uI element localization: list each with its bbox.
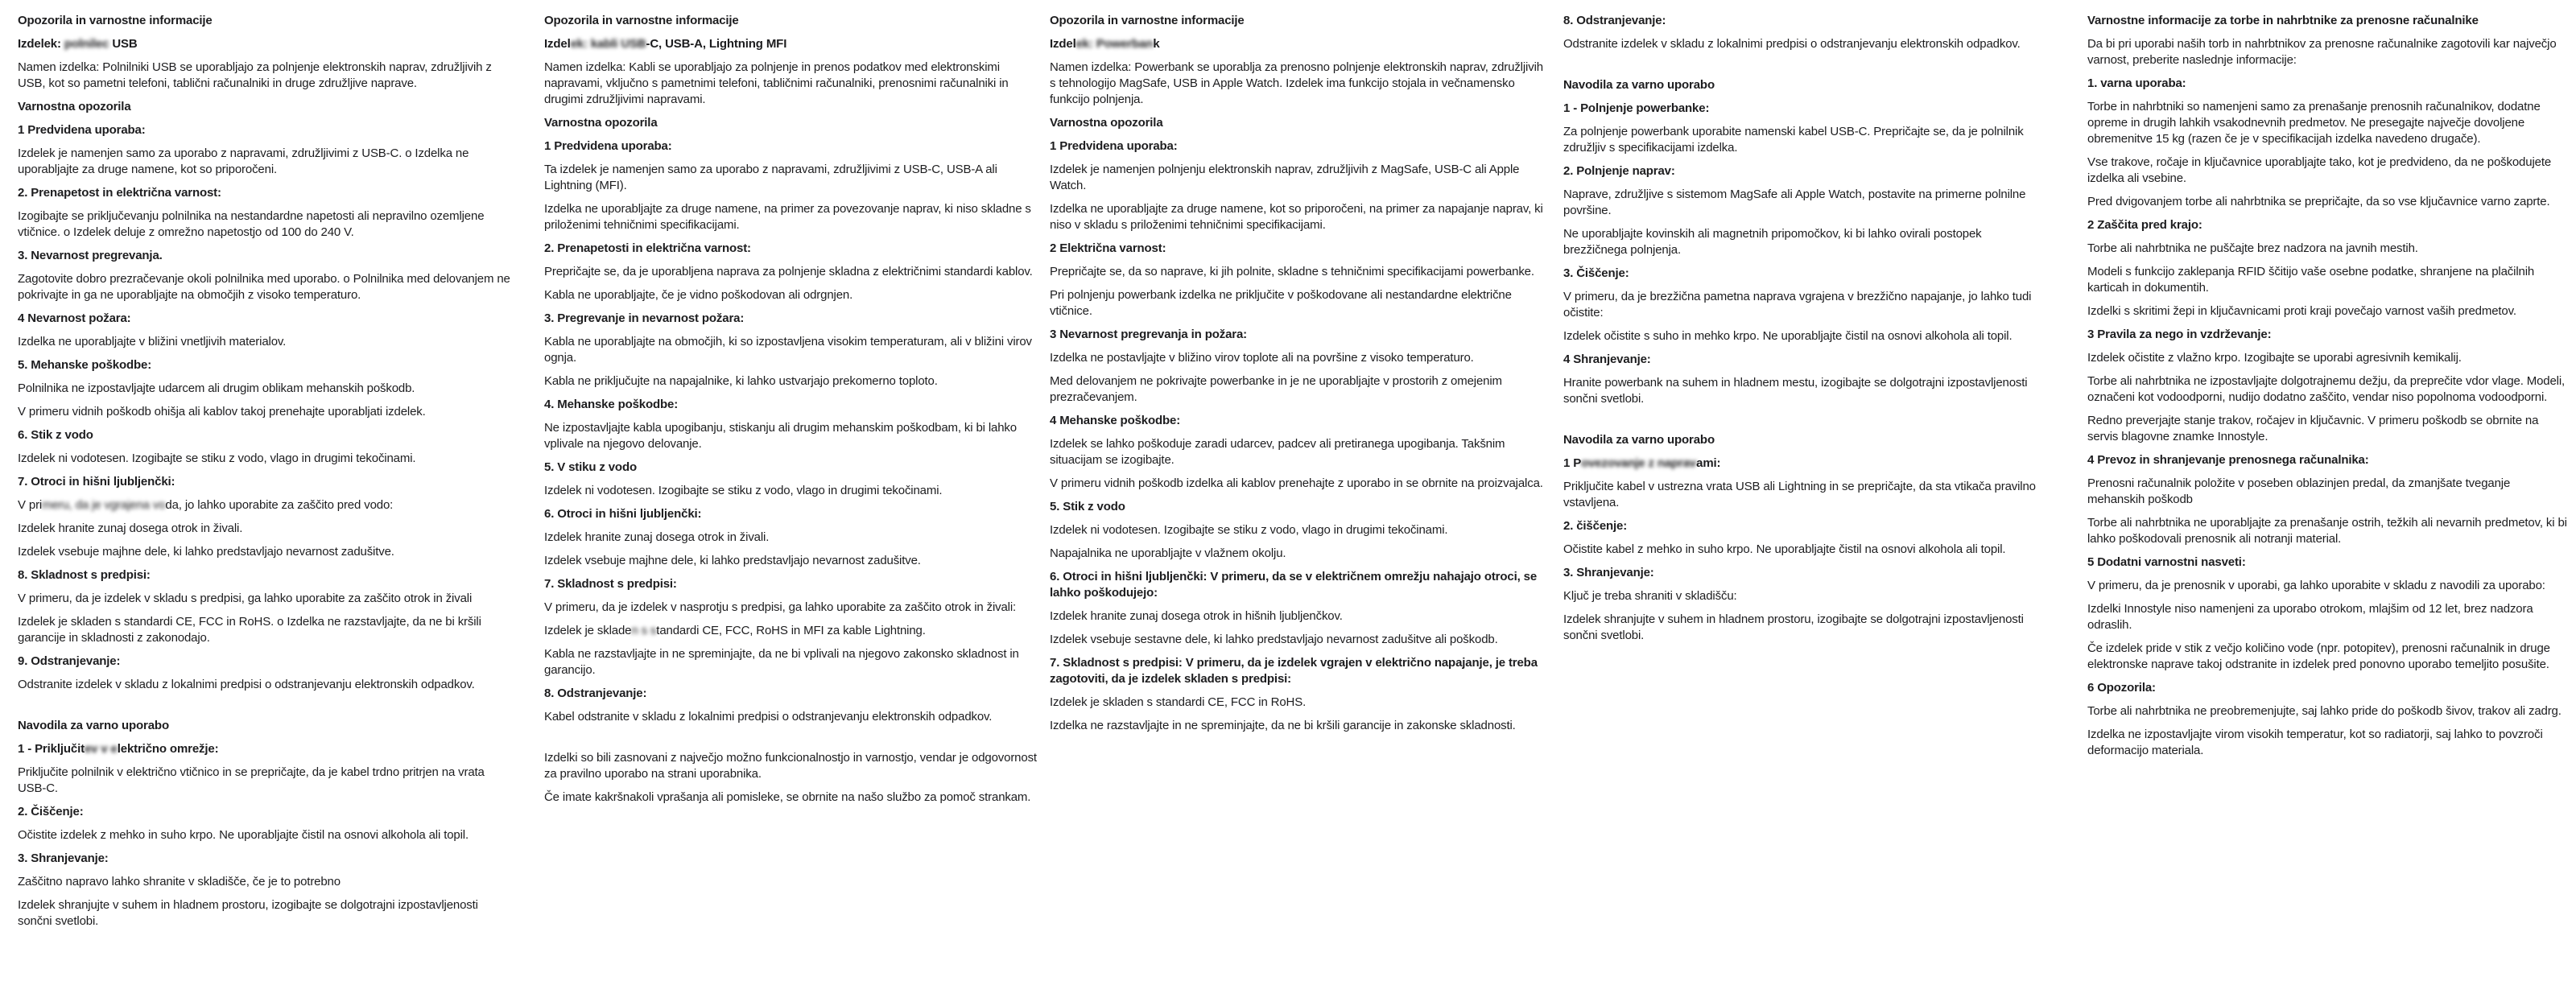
section-heading xyxy=(1050,36,1547,52)
section-gap xyxy=(1563,60,2046,77)
section-heading: 2. Prenapetosti in električna varnost: xyxy=(544,241,751,255)
section-heading: 1 Predvidena uporaba: xyxy=(544,139,672,153)
paragraph: Ta izdelek je namenjen samo za uporabo z napravami, združljivimi z USB-C, USB-A ali Lightning (MFI). xyxy=(544,163,997,192)
paragraph: Izdelki so bili zasnovani z največjo možno funkcionalnostjo in varnostjo, vendar je odgovornost za pravilno uporabo na strani uporabnika. xyxy=(544,751,1037,781)
section-gap xyxy=(1563,414,2046,432)
paragraph: Če imate kakršnakoli vprašanja ali pomisleke, se obrnite na našo službo za pomoč strankam. xyxy=(544,790,1031,804)
paragraph: Če izdelek pride v stik z večjo količino vode (npr. potopitev), prenosni računalnik in druge elektronske naprave takoj odstranite in izdelek pred ponovno uporabo temeljito posušite. xyxy=(2087,641,2550,671)
section-heading: 7. Skladnost s predpisi: xyxy=(544,577,677,591)
paragraph: Torbe ali nahrbtnika ne uporabljajte za prenašanje ostrih, težkih ali nevarnih predmetov, ki bi lahko poškodovali prenosnik ali notranji material. xyxy=(2087,516,2567,546)
section-heading: 3 Pravila za nego in vzdrževanje: xyxy=(2087,328,2272,341)
text-segment: Izdel xyxy=(544,37,571,51)
paragraph: V primeru, da je brezžična pametna naprava vgrajena v brezžično napajanje, jo lahko tudi očistite: xyxy=(1563,290,2032,320)
section-heading xyxy=(18,741,515,757)
paragraph: Torbe ali nahrbtnika ne puščajte brez nadzora na javnih mestih. xyxy=(2087,241,2418,255)
section-heading: 6. Otroci in hišni ljubljenčki: V primeru, da se v električnem omrežju nahajajo otroci, se lahko poškodujejo: xyxy=(1050,570,1538,600)
paragraph: V primeru, da je izdelek v nasprotju s predpisi, ga lahko uporabite za zaščito otrok in živali: xyxy=(544,600,1017,614)
paragraph: Očistite izdelek z mehko in suho krpo. Ne uporabljajte čistil na osnovi alkohola ali topil. xyxy=(18,828,469,842)
column-laptop-bags-safety xyxy=(2087,13,2570,766)
paragraph: Vse trakove, ročaje in ključavnice uporabljajte tako, kot je predvideno, da ne poškodujete izdelka ali vsebine. xyxy=(2087,155,2552,185)
paragraph: Odstranite izdelek v skladu z lokalnimi predpisi o odstranjevanju elektronskih odpadkov. xyxy=(1563,37,2021,51)
section-heading: Varnostna opozorila xyxy=(1050,116,1163,130)
section-heading: 4 Prevoz in shranjevanje prenosnega računalnika: xyxy=(2087,453,2369,467)
paragraph: V primeru, da je prenosnik v uporabi, ga lahko uporabite v skladu z navodili za uporabo: xyxy=(2087,579,2545,592)
paragraph: Pred dvigovanjem torbe ali nahrbtnika se prepričajte, da so vse ključavnice varno zaprte. xyxy=(2087,195,2550,208)
redacted-text: ek: kabli USB xyxy=(570,37,646,51)
column-powerbank-warnings xyxy=(1050,13,1547,741)
paragraph: Izdelek hranite zunaj dosega otrok in hišnih ljubljenčkov. xyxy=(1050,609,1343,623)
section-heading: 5 Dodatni varnostni nasveti: xyxy=(2087,555,2246,569)
section-gap xyxy=(544,732,1042,750)
paragraph: Ne izpostavljajte kabla upogibanju, stiskanju ali drugim mehanskim poškodbam, ki bi lahko vplivale na njegovo delovanje. xyxy=(544,421,1017,451)
section-heading: 8. Skladnost s predpisi: xyxy=(18,568,151,582)
section-heading: 3. Nevarnost pregrevanja. xyxy=(18,249,163,262)
paragraph: Ne uporabljajte kovinskih ali magnetnih pripomočkov, ki bi lahko ovirali postopek brezžičnega polnjenja. xyxy=(1563,227,1982,257)
text-segment: 1 - Priključit xyxy=(18,742,85,756)
paragraph: Izdelek hranite zunaj dosega otrok in živali. xyxy=(544,530,770,544)
redacted-text: ovezovanje z naprav xyxy=(1581,456,1697,470)
paragraph: Izdelki Innostyle niso namenjeni za uporabo otrokom, mlajšim od 12 let, brez nadzora odraslih. xyxy=(2087,602,2533,632)
paragraph: Kabla ne priključujte na napajalnike, ki lahko ustvarjajo prekomerno toploto. xyxy=(544,374,938,388)
section-heading: 7. Skladnost s predpisi: V primeru, da je izdelek vgrajen v električno napajanje, je treba zagotoviti, da je izdelek skladen s predpisi: xyxy=(1050,656,1538,686)
paragraph: Namen izdelka: Polnilniki USB se uporabljajo za polnjenje elektronskih naprav, združljivih z USB, kot so pametni telefoni, tablični računalniki in druge združljive naprave. xyxy=(18,60,492,90)
section-heading: 8. Odstranjevanje: xyxy=(1563,14,1666,27)
text-segment: tandardi CE, FCC, RoHS in MFI za kable Lightning. xyxy=(656,624,926,637)
paragraph: Za polnjenje powerbank uporabite namenski kabel USB-C. Prepričajte se, da je polnilnik združljiv s specifikacijami izdelka. xyxy=(1563,125,2024,155)
section-heading: 2. Čiščenje: xyxy=(18,805,84,818)
redacted-text: n s s xyxy=(631,624,657,637)
section-heading: 6. Otroci in hišni ljubljenčki: xyxy=(544,507,702,521)
section-heading: 1 Predvidena uporaba: xyxy=(1050,139,1178,153)
paragraph: Torbe in nahrbtniki so namenjeni samo za prenašanje prenosnih računalnikov, dodatne opreme in drugih lahkih vsakodnevnih predmetov. Ne presegajte največje dovoljene obremenitve 15 kg (razen če je v specifikacijah izdelka navedeno drugače). xyxy=(2087,100,2541,146)
text-segment: 1 P xyxy=(1563,456,1582,470)
paragraph: Izdelek je namenjen samo za uporabo z napravami, združljivimi z USB-C. o Izdelka ne uporabljajte za druge namene, kot so priporočeni. xyxy=(18,146,469,176)
paragraph: Izdelek je skladen s standardi CE, FCC in RoHS. xyxy=(1050,695,1307,709)
paragraph: Izogibajte se priključevanju polnilnika na nestandardne napetosti ali nepravilno ozemljene vtičnice. o Izdelek deluje z omrežno napetostjo od 100 do 240 V. xyxy=(18,209,485,239)
section-heading xyxy=(544,36,1042,52)
paragraph: Kabel odstranite v skladu z lokalnimi predpisi o odstranjevanju elektronskih odpadkov. xyxy=(544,710,993,724)
paragraph: Da bi pri uporabi naših torb in nahrbtnikov za prenosne računalnike zagotovili kar največjo varnost, preberite naslednje informacije: xyxy=(2087,37,2557,67)
paragraph: Odstranite izdelek v skladu z lokalnimi predpisi o odstranjevanju elektronskih odpadkov. xyxy=(18,678,475,691)
column-powerbank-usage-and-cable-usage xyxy=(1563,13,2046,651)
column-cables-warnings xyxy=(544,13,1042,813)
paragraph: V primeru vidnih poškodb ohišja ali kablov takoj prenehajte uporabljati izdelek. xyxy=(18,405,426,418)
paragraph: Izdelka ne uporabljajte za druge namene, kot so priporočeni, na primer za napajanje naprav, ki niso v skladu s priloženimi tehničnimi specifikacijami. xyxy=(1050,202,1543,232)
paragraph: Izdelek vsebuje majhne dele, ki lahko predstavljajo nevarnost zadušitve. xyxy=(544,554,921,567)
paragraph xyxy=(544,623,1042,639)
paragraph: Namen izdelka: Powerbank se uporablja za prenosno polnjenje elektronskih naprav, združljivih s tehnologijo MagSafe, USB in Apple Watch. Izdelek ima funkcijo stojala in večnamensko funkcijo polnjenja. xyxy=(1050,60,1543,106)
paragraph: Izdelek ni vodotesen. Izogibajte se stiku z vodo, vlago in drugimi tekočinami. xyxy=(18,451,416,465)
text-segment: da, jo lahko uporabite za zaščito pred vodo: xyxy=(165,498,394,512)
section-heading: Navodila za varno uporabo xyxy=(1563,433,1715,447)
paragraph: Izdelek se lahko poškoduje zaradi udarcev, padcev ali pretiranega upogibanja. Takšnim situacijam se izogibajte. xyxy=(1050,437,1505,467)
section-heading: 2. Polnjenje naprav: xyxy=(1563,164,1675,178)
section-heading: Varnostne informacije za torbe in nahrbtnike za prenosne računalnike xyxy=(2087,14,2479,27)
paragraph: Izdelka ne uporabljajte za druge namene, na primer za povezovanje naprav, ki niso skladne s priloženimi tehničnimi specifikacijami. xyxy=(544,202,1031,232)
section-heading: 4 Mehanske poškodbe: xyxy=(1050,414,1181,427)
paragraph: Namen izdelka: Kabli se uporabljajo za polnjenje in prenos podatkov med elektronskimi napravami, vključno s pametnimi telefoni, tabličnimi računalniki, prenosnimi računalniki in drugimi združljivimi napravami. xyxy=(544,60,1009,106)
text-segment: USB xyxy=(109,37,138,51)
section-heading: 3 Nevarnost pregrevanja in požara: xyxy=(1050,328,1247,341)
section-heading: 3. Čiščenje: xyxy=(1563,266,1629,280)
paragraph: Hranite powerbank na suhem in hladnem mestu, izogibajte se dolgotrajni izpostavljenosti sončni svetlobi. xyxy=(1563,376,2028,406)
paragraph: Polnilnika ne izpostavljajte udarcem ali drugim oblikam mehanskih poškodb. xyxy=(18,381,415,395)
paragraph: Modeli s funkcijo zaklepanja RFID ščitijo vaše osebne podatke, shranjene na plačilnih karticah in dokumentih. xyxy=(2087,265,2535,295)
paragraph: V primeru, da je izdelek v skladu s predpisi, ga lahko uporabite za zaščito otrok in živali xyxy=(18,592,473,605)
section-heading xyxy=(18,36,515,52)
redacted-text: ev v e xyxy=(84,742,118,756)
paragraph: Izdelek ni vodotesen. Izogibajte se stiku z vodo, vlago in drugimi tekočinami. xyxy=(544,484,943,497)
section-heading: 1 Predvidena uporaba: xyxy=(18,123,146,137)
paragraph: Izdelek shranjujte v suhem in hladnem prostoru, izogibajte se dolgotrajni izpostavljenosti sončni svetlobi. xyxy=(1563,612,2024,642)
paragraph: Izdelek je namenjen polnjenju elektronskih naprav, združljivih z MagSafe, USB-C ali Apple Watch. xyxy=(1050,163,1520,192)
paragraph: Prenosni računalnik položite v poseben oblazinjen predal, da zmanjšate tveganje mehanskih poškodb xyxy=(2087,476,2511,506)
section-heading: Varnostna opozorila xyxy=(18,100,131,113)
paragraph: Torbe ali nahrbtnika ne preobremenjujte, saj lahko pride do poškodb šivov, trakov ali zadrg. xyxy=(2087,704,2562,718)
paragraph: Kabla ne razstavljajte in ne spreminjajte, da ne bi vplivali na njegovo zakonsko skladnost in garancijo. xyxy=(544,647,1019,677)
paragraph: Naprave, združljive s sistemom MagSafe ali Apple Watch, postavite na primerne polnilne površine. xyxy=(1563,188,2026,217)
paragraph: Izdelek vsebuje sestavne dele, ki lahko predstavljajo nevarnost zadušitve ali poškodb. xyxy=(1050,633,1498,646)
paragraph: Očistite kabel z mehko in suho krpo. Ne uporabljajte čistil na osnovi alkohola ali topil. xyxy=(1563,542,2006,556)
section-gap xyxy=(18,700,515,718)
section-heading: 6. Stik z vodo xyxy=(18,428,93,442)
section-heading: 7. Otroci in hišni ljubljenčki: xyxy=(18,475,175,489)
text-segment: V pri xyxy=(18,498,43,512)
section-heading: 1 - Polnjenje powerbanke: xyxy=(1563,101,1710,115)
column-usb-charger-warnings xyxy=(18,13,515,937)
text-segment: -C, USB-A, Lightning MFI xyxy=(646,37,787,51)
text-segment: lektrično omrežje: xyxy=(117,742,219,756)
section-heading xyxy=(1563,456,2046,472)
paragraph: Pri polnjenju powerbank izdelka ne priključite v poškodovane ali nestandardne električne vtičnice. xyxy=(1050,288,1512,318)
section-heading: Opozorila in varnostne informacije xyxy=(18,14,213,27)
section-heading: 2 Električna varnost: xyxy=(1050,241,1166,255)
redacted-text: polnilec xyxy=(64,37,109,51)
paragraph: Izdelka ne razstavljajte in ne spreminjajte, da ne bi kršili garancije in zakonske skladnosti. xyxy=(1050,719,1516,732)
paragraph: Med delovanjem ne pokrivajte powerbanke in je ne uporabljajte v prostorih z omejenim prezračevanjem. xyxy=(1050,374,1502,404)
section-heading: 4 Shranjevanje: xyxy=(1563,353,1651,366)
paragraph: Redno preverjajte stanje trakov, ročajev in ključavnic. V primeru poškodb se obrnite na servis blagovne znamke Innostyle. xyxy=(2087,414,2539,443)
paragraph: Izdelek očistite s suho in mehko krpo. Ne uporabljajte čistil na osnovi alkohola ali topil. xyxy=(1563,329,2013,343)
paragraph: Torbe ali nahrbtnika ne izpostavljajte dolgotrajnemu dežju, da preprečite vdor vlage. Modeli, označeni kot vodoodporni, nudijo dodatno zaščito, vendar niso popolnoma vodoodporni. xyxy=(2087,374,2566,404)
text-segment: Izdel xyxy=(1050,37,1076,51)
paragraph: Prepričajte se, da so naprave, ki jih polnite, skladne s tehničnimi specifikacijami powerbanke. xyxy=(1050,265,1534,278)
section-heading: 2. Prenapetost in električna varnost: xyxy=(18,186,221,200)
section-heading: Navodila za varno uporabo xyxy=(1563,78,1715,92)
paragraph: Izdelka ne postavljajte v bližino virov toplote ali na površine z visoko temperaturo. xyxy=(1050,351,1474,365)
paragraph: Ključ je treba shraniti v skladišču: xyxy=(1563,589,1737,603)
paragraph: Izdelek ni vodotesen. Izogibajte se stiku z vodo, vlago in drugimi tekočinami. xyxy=(1050,523,1448,537)
section-heading: 9. Odstranjevanje: xyxy=(18,654,121,668)
paragraph: Izdelka ne izpostavljajte virom visokih temperatur, kot so radiatorji, saj lahko to povzroči deformacijo materiala. xyxy=(2087,728,2543,757)
paragraph: Izdelek očistite z vlažno krpo. Izogibajte se uporabi agresivnih kemikalij. xyxy=(2087,351,2462,365)
section-heading: 2 Zaščita pred krajo: xyxy=(2087,218,2202,232)
section-heading: 5. Stik z vodo xyxy=(1050,500,1125,513)
section-heading: 5. V stiku z vodo xyxy=(544,460,637,474)
paragraph: Zaščitno napravo lahko shranite v skladišče, če je to potrebno xyxy=(18,875,341,888)
section-heading: Navodila za varno uporabo xyxy=(18,719,169,732)
paragraph: V primeru vidnih poškodb izdelka ali kablov prenehajte z uporabo in se obrnite na proizvajalca. xyxy=(1050,476,1543,490)
section-heading: 6 Opozorila: xyxy=(2087,681,2156,695)
paragraph: Priključite polnilnik v električno vtičnico in se prepričajte, da je kabel trdno pritrjen na vrata USB-C. xyxy=(18,765,485,795)
section-heading: 8. Odstranjevanje: xyxy=(544,686,647,700)
section-heading: 3. Shranjevanje: xyxy=(18,851,109,865)
paragraph: Prepričajte se, da je uporabljena naprava za polnjenje skladna z električnimi standardi kablov. xyxy=(544,265,1033,278)
section-heading: 1. varna uporaba: xyxy=(2087,76,2186,90)
paragraph: Napajalnika ne uporabljajte v vlažnem okolju. xyxy=(1050,546,1286,560)
paragraph: Kabla ne uporabljajte na območjih, ki so izpostavljena visokim temperaturam, ali v bližini virov ognja. xyxy=(544,335,1032,365)
paragraph: Izdelki s skritimi žepi in ključavnicami proti kraji povečajo varnost vaših predmetov. xyxy=(2087,304,2516,318)
paragraph: Izdelka ne uporabljajte v bližini vnetljivih materialov. xyxy=(18,335,287,348)
paragraph: Kabla ne uporabljajte, če je vidno poškodovan ali odrgnjen. xyxy=(544,288,853,302)
text-segment: k xyxy=(1153,37,1160,51)
section-heading: 3. Shranjevanje: xyxy=(1563,566,1654,579)
text-segment: ami: xyxy=(1696,456,1721,470)
redacted-text: meru, da je vgrajena vo xyxy=(42,498,166,512)
section-heading: 4. Mehanske poškodbe: xyxy=(544,398,679,411)
paragraph: Izdelek hranite zunaj dosega otrok in živali. xyxy=(18,522,243,535)
paragraph: Izdelek je skladen s standardi CE, FCC in RoHS. o Izdelka ne razstavljajte, da ne bi kršili garancije in skladnosti z zakonodajo. xyxy=(18,615,481,645)
section-heading: 4 Nevarnost požara: xyxy=(18,311,131,325)
paragraph xyxy=(18,497,515,513)
paragraph: Priključite kabel v ustrezna vrata USB ali Lightning in se prepričajte, da sta vtikača pravilno vstavljena. xyxy=(1563,480,2036,509)
section-heading: Opozorila in varnostne informacije xyxy=(544,14,739,27)
section-heading: 2. čiščenje: xyxy=(1563,519,1628,533)
section-heading: 5. Mehanske poškodbe: xyxy=(18,358,152,372)
section-heading: 3. Pregrevanje in nevarnost požara: xyxy=(544,311,745,325)
text-segment: Izdelek: xyxy=(18,37,64,51)
text-segment: Izdelek je sklade xyxy=(544,624,632,637)
paragraph: Zagotovite dobro prezračevanje okoli polnilnika med uporabo. o Polnilnika med delovanjem ne pokrivajte in ga ne uporabljajte na območjih z visoko temperaturo. xyxy=(18,272,510,302)
section-heading: Varnostna opozorila xyxy=(544,116,658,130)
paragraph: Izdelek shranjujte v suhem in hladnem prostoru, izogibajte se dolgotrajni izpostavljenosti sončni svetlobi. xyxy=(18,898,478,928)
redacted-text: ek: Powerban xyxy=(1075,37,1154,51)
section-heading: Opozorila in varnostne informacije xyxy=(1050,14,1245,27)
paragraph: Izdelek vsebuje majhne dele, ki lahko predstavljajo nevarnost zadušitve. xyxy=(18,545,394,559)
